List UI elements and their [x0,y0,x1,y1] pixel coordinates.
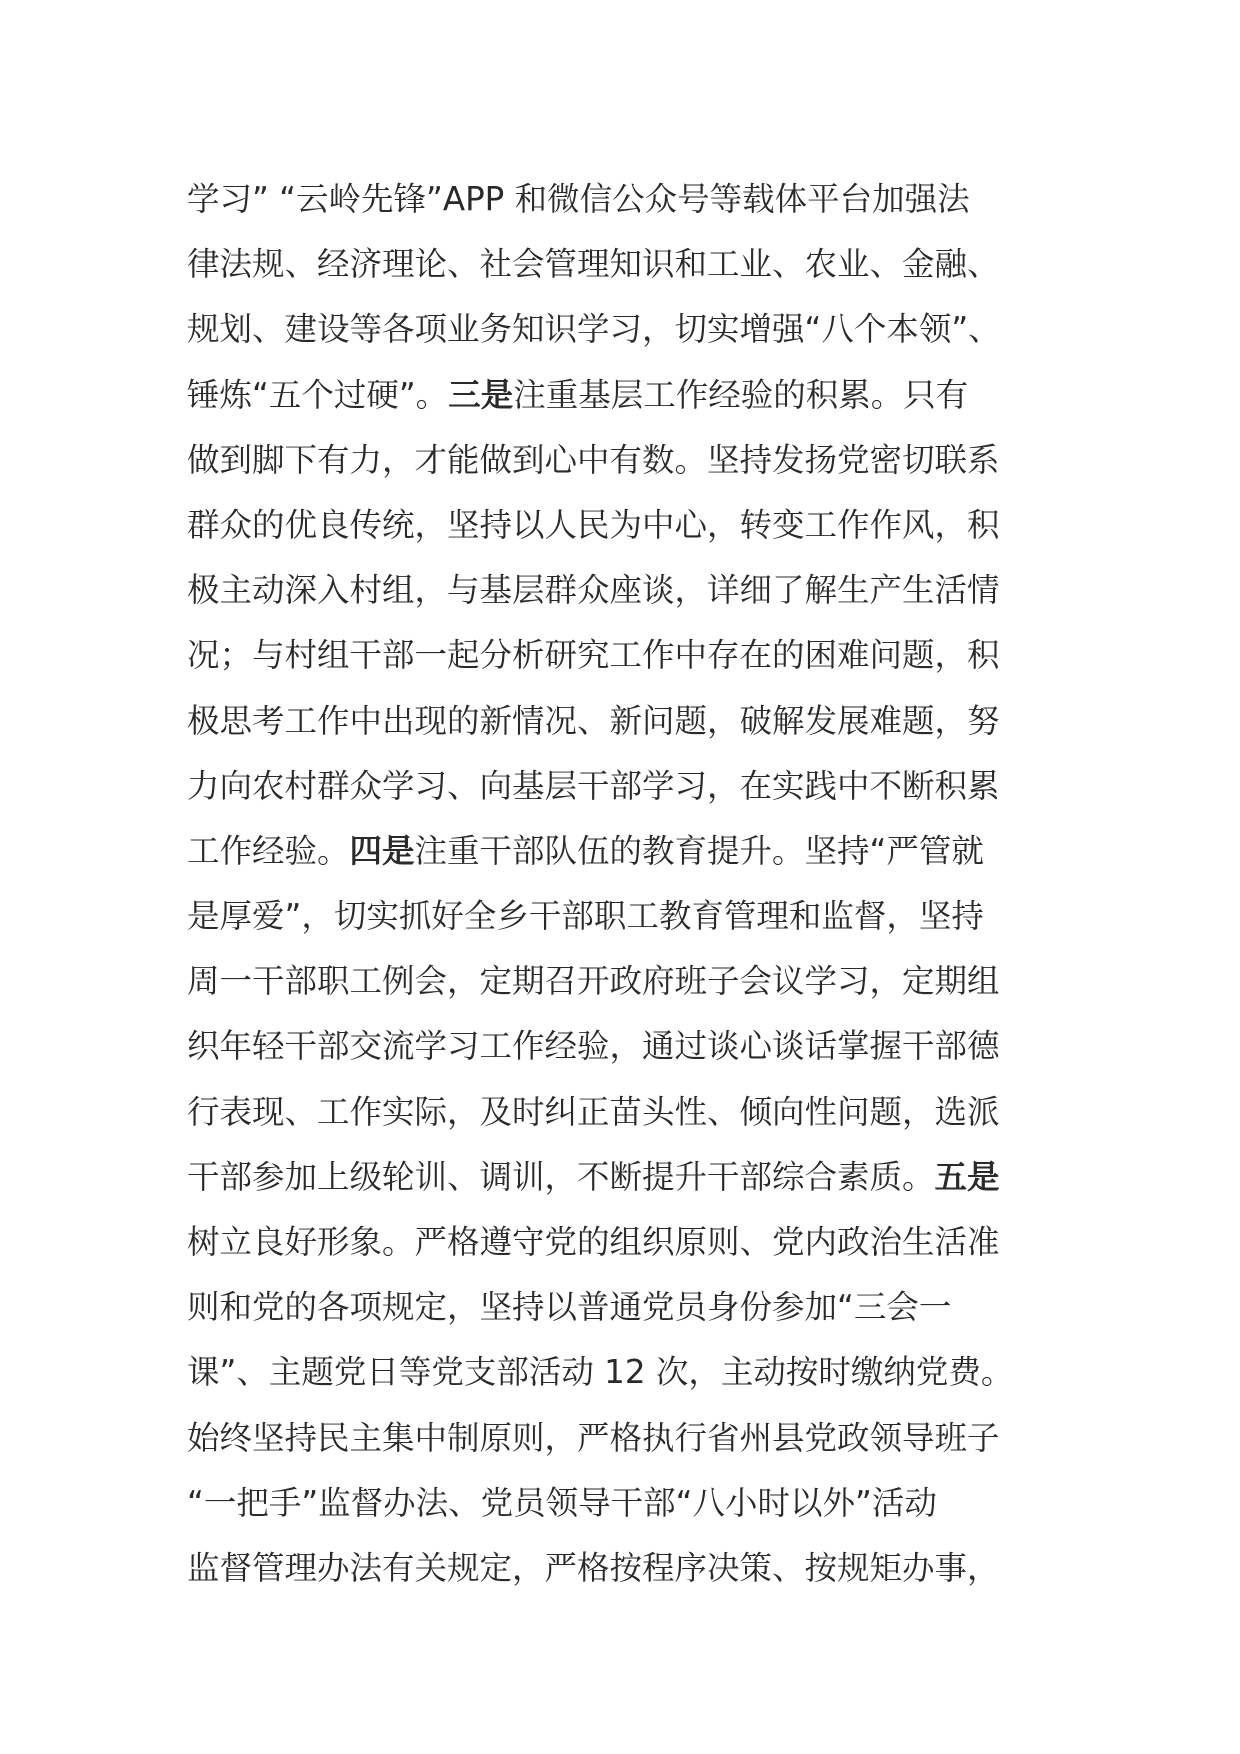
line-text: 学习” “云岭先锋”APP 和微信公众号等载体平台加强法 [187,180,970,218]
line-text: 织年轻干部交流学习工作经验，通过谈心谈话掌握干部德 [187,1027,1000,1066]
text-line [187,1080,1067,1145]
text-line [187,558,1067,623]
line-text: 做到脚下有力，才能做到心中有数。坚持发扬党密切联系 [187,440,1000,479]
text-line [187,1471,1067,1536]
line-text: “一把手”监督办法、党员领导干部“八小时以外”活动 [187,1483,937,1522]
bold-marker-text: 四是 [349,831,415,870]
line-text: 是厚爱”，切实抓好全乡干部职工教育管理和监督，坚持 [187,897,984,936]
line-text: 极思考工作中出现的新情况、新问题，破解发展难题，努 [187,701,1000,740]
text-line [187,754,1067,819]
text-line [187,819,1067,884]
line-text: 周一干部职工例会，定期召开政府班子会议学习，定期组 [187,962,1000,1001]
body-text [187,167,1067,1601]
line-text: 力向农村群众学习、向基层干部学习，在实践中不断积累 [187,766,1000,805]
text-line [187,689,1067,754]
text-line [187,1406,1067,1471]
line-text: 课”、主题党日等党支部活动 12 次，主动按时缴纳党费。 [187,1353,1014,1392]
text-line [187,949,1067,1014]
line-text: 干部参加上级轮训、调训，不断提升干部综合素质。 [187,1157,935,1196]
bold-marker-text: 三是 [448,375,514,414]
text-line [187,884,1067,949]
text-line [187,232,1067,297]
text-line [187,1210,1067,1275]
text-line [187,623,1067,688]
text-line [187,1014,1067,1079]
line-text: 始终坚持民主集中制原则，严格执行省州县党政领导班子 [187,1418,1000,1457]
line-text: 群众的优良传统，坚持以人民为中心，转变工作作风，积 [187,505,1000,544]
line-text: 监督管理办法有关规定，严格按程序决策、按规矩办事， [187,1548,1000,1587]
text-line [187,1536,1067,1601]
text-line [187,1340,1067,1405]
text-line [187,363,1067,428]
line-text: 极主动深入村组，与基层群众座谈，详细了解生产生活情 [187,571,1000,610]
text-line [187,428,1067,493]
line-text: 注重干部队伍的教育提升。坚持“严管就 [414,831,984,870]
text-line [187,297,1067,362]
line-text: 律法规、经济理论、社会管理知识和工业、农业、金融、 [187,245,1000,284]
text-line [187,1275,1067,1340]
line-text: 树立良好形象。严格遵守党的组织原则、党内政治生活准 [187,1223,1000,1261]
text-line [187,167,1067,232]
line-text: 工作经验。 [187,831,350,870]
bold-marker-text: 五是 [934,1157,1000,1196]
text-line [187,493,1067,558]
line-text: 规划、建设等各项业务知识学习，切实增强“八个本领”、 [187,310,1001,349]
line-text: 行表现、工作实际，及时纠正苗头性、倾向性问题，选派 [187,1092,1000,1131]
line-text: 注重基层工作经验的积累。只有 [513,375,969,414]
line-text: 锤炼“五个过硬”。 [187,375,449,414]
line-text: 则和党的各项规定，坚持以普通党员身份参加“三会一 [187,1288,952,1327]
text-line [187,1145,1067,1210]
line-text: 况；与村组干部一起分析研究工作中存在的困难问题，积 [187,636,1000,675]
